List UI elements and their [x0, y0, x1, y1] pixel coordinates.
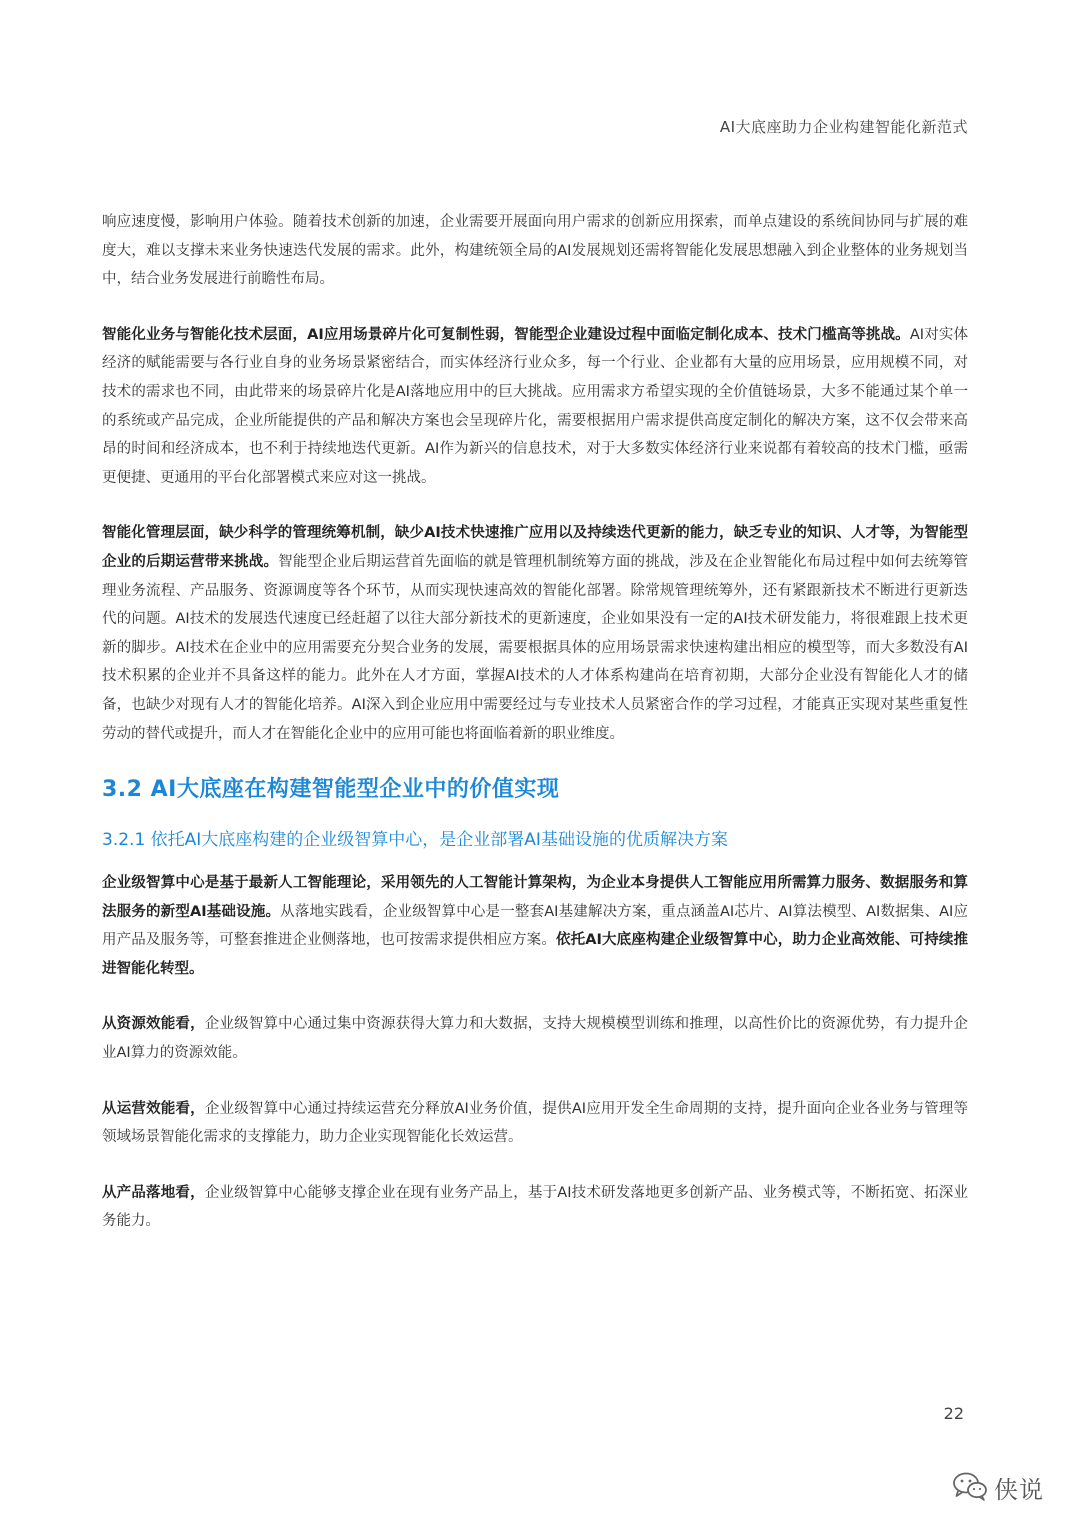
paragraph-1-text: 响应速度慢，影响用户体验。随着技术创新的加速，企业需要开展面向用户需求的创新应用探索，而单点建设的系统间协同与扩展的难度大，难以支撑未来业务快速迭代发展的需求。此外，构建统领全局的AI发展规划还需将智能化发展思想融入到企业整体的业务规划当中，结合业务发展进行前瞻性布局。: [102, 214, 968, 288]
paragraph-4-conclusion: 依托AI大底座构建企业级智算中心，助力企业高效能、可持续推进智能化转型。: [102, 932, 968, 977]
paragraph-7-text: 企业级智算中心能够支撑企业在现有业务产品上，基于AI技术研发落地更多创新产品、业务模式等，不断拓宽、拓深业务能力。: [102, 1184, 968, 1230]
running-header: AI大底座助力企业构建智能化新范式: [719, 118, 968, 136]
paragraph-1: [102, 208, 968, 294]
watermark: [952, 1470, 1044, 1505]
paragraph-4-text: 从落地实践看，企业级智算中心是一整套AI基建解决方案，重点涵盖AI芯片、AI算法模型、AI数据集、AI应用产品及服务等，可整套推进企业侧落地，也可按需求提供相应方案。: [102, 903, 968, 949]
paragraph-2-lead: 智能化业务与智能化技术层面，AI应用场景碎片化可复制性弱，智能型企业建设过程中面临定制化成本、技术门槛高等挑战。: [102, 326, 910, 343]
paragraph-2: [102, 321, 968, 493]
paragraph-3-text: 智能型企业后期运营首先面临的就是管理机制统筹方面的挑战，涉及在企业智能化布局过程中如何去统筹管理业务流程、产品服务、资源调度等各个环节，从而实现快速高效的智能化部署。除常规管理统筹外，还有紧跟新技术不断进行更新迭代的问题。AI技术的发展迭代速度已经赶超了以往大部分新技术的更新速度，企业如果没有一定的AI技术研发能力，将很难跟上技术更新的脚步。AI技术在企业中的应用需要充分契合业务的发展，需要根据具体的应用场景需求快速构建出相应的模型等，而大多数没有AI技术积累的企业并不具备这样的能力。此外在人才方面，掌握AI技术的人才体系构建尚在培育初期，大部分企业没有智能化人才的储备，也缺少对现有人才的智能化培养。AI深入到企业应用中需要经过与专业技术人员紧密合作的学习过程，才能真正实现对某些重复性劳动的替代或提升，而人才在智能化企业中的应用可能也将面临着新的职业维度。: [102, 553, 968, 742]
section-heading: 3.2 AI大底座在构建智能型企业中的价值实现: [102, 777, 560, 803]
subsection-heading: 3.2.1 依托AI大底座构建的企业级智算中心，是企业部署AI基础设施的优质解决方案: [102, 830, 728, 851]
paragraph-4: [102, 869, 968, 983]
paragraph-7: [102, 1179, 968, 1236]
paragraph-3: [102, 519, 968, 748]
paragraph-4-lead: 企业级智算中心是基于最新人工智能理论，采用领先的人工智能计算架构，为企业本身提供人工智能应用所需算力服务、数据服务和算法服务的新型AI基础设施。: [102, 875, 968, 920]
document-body: [102, 208, 968, 1263]
paragraph-5-lead: 从资源效能看，: [102, 1016, 205, 1033]
watermark-text: 侠说: [994, 1476, 1044, 1504]
paragraph-5-text: 企业级智算中心通过集中资源获得大算力和大数据，支持大规模模型训练和推理，以高性价比的资源优势，有力提升企业AI算力的资源效能。: [102, 1016, 969, 1062]
paragraph-6-lead: 从运营效能看，: [102, 1100, 205, 1117]
paragraph-6: [102, 1095, 968, 1152]
paragraph-5: [102, 1010, 968, 1067]
paragraph-6-text: 企业级智算中心通过持续运营充分释放AI业务价值，提供AI应用开发全生命周期的支持，提升面向企业各业务与管理等领域场景智能化需求的支撑能力，助力企业实现智能化长效运营。: [102, 1100, 968, 1146]
paragraph-2-text: AI对实体经济的赋能需要与各行业自身的业务场景紧密结合，而实体经济行业众多，每一个行业、企业都有大量的应用场景，应用规模不同，对技术的需求也不同，由此带来的场景碎片化是AI落地应用中的巨大挑战。应用需求方希望实现的全价值链场景，大多不能通过某个单一的系统或产品完成，企业所能提供的产品和解决方案也会呈现碎片化，需要根据用户需求提供高度定制化的解决方案，这不仅会带来高昂的时间和经济成本，也不利于持续地迭代更新。AI作为新兴的信息技术，对于大多数实体经济行业来说都有着较高的技术门槛，亟需更便捷、更通用的平台化部署模式来应对这一挑战。: [102, 326, 968, 486]
paragraph-7-lead: 从产品落地看，: [102, 1184, 205, 1201]
wechat-icon: [952, 1471, 988, 1505]
paragraph-3-lead: 智能化管理层面，缺少科学的管理统筹机制，缺少AI技术快速推广应用以及持续迭代更新的能力，缺乏专业的知识、人才等，为智能型企业的后期运营带来挑战。: [102, 525, 968, 570]
page-number: 22: [943, 1404, 964, 1423]
